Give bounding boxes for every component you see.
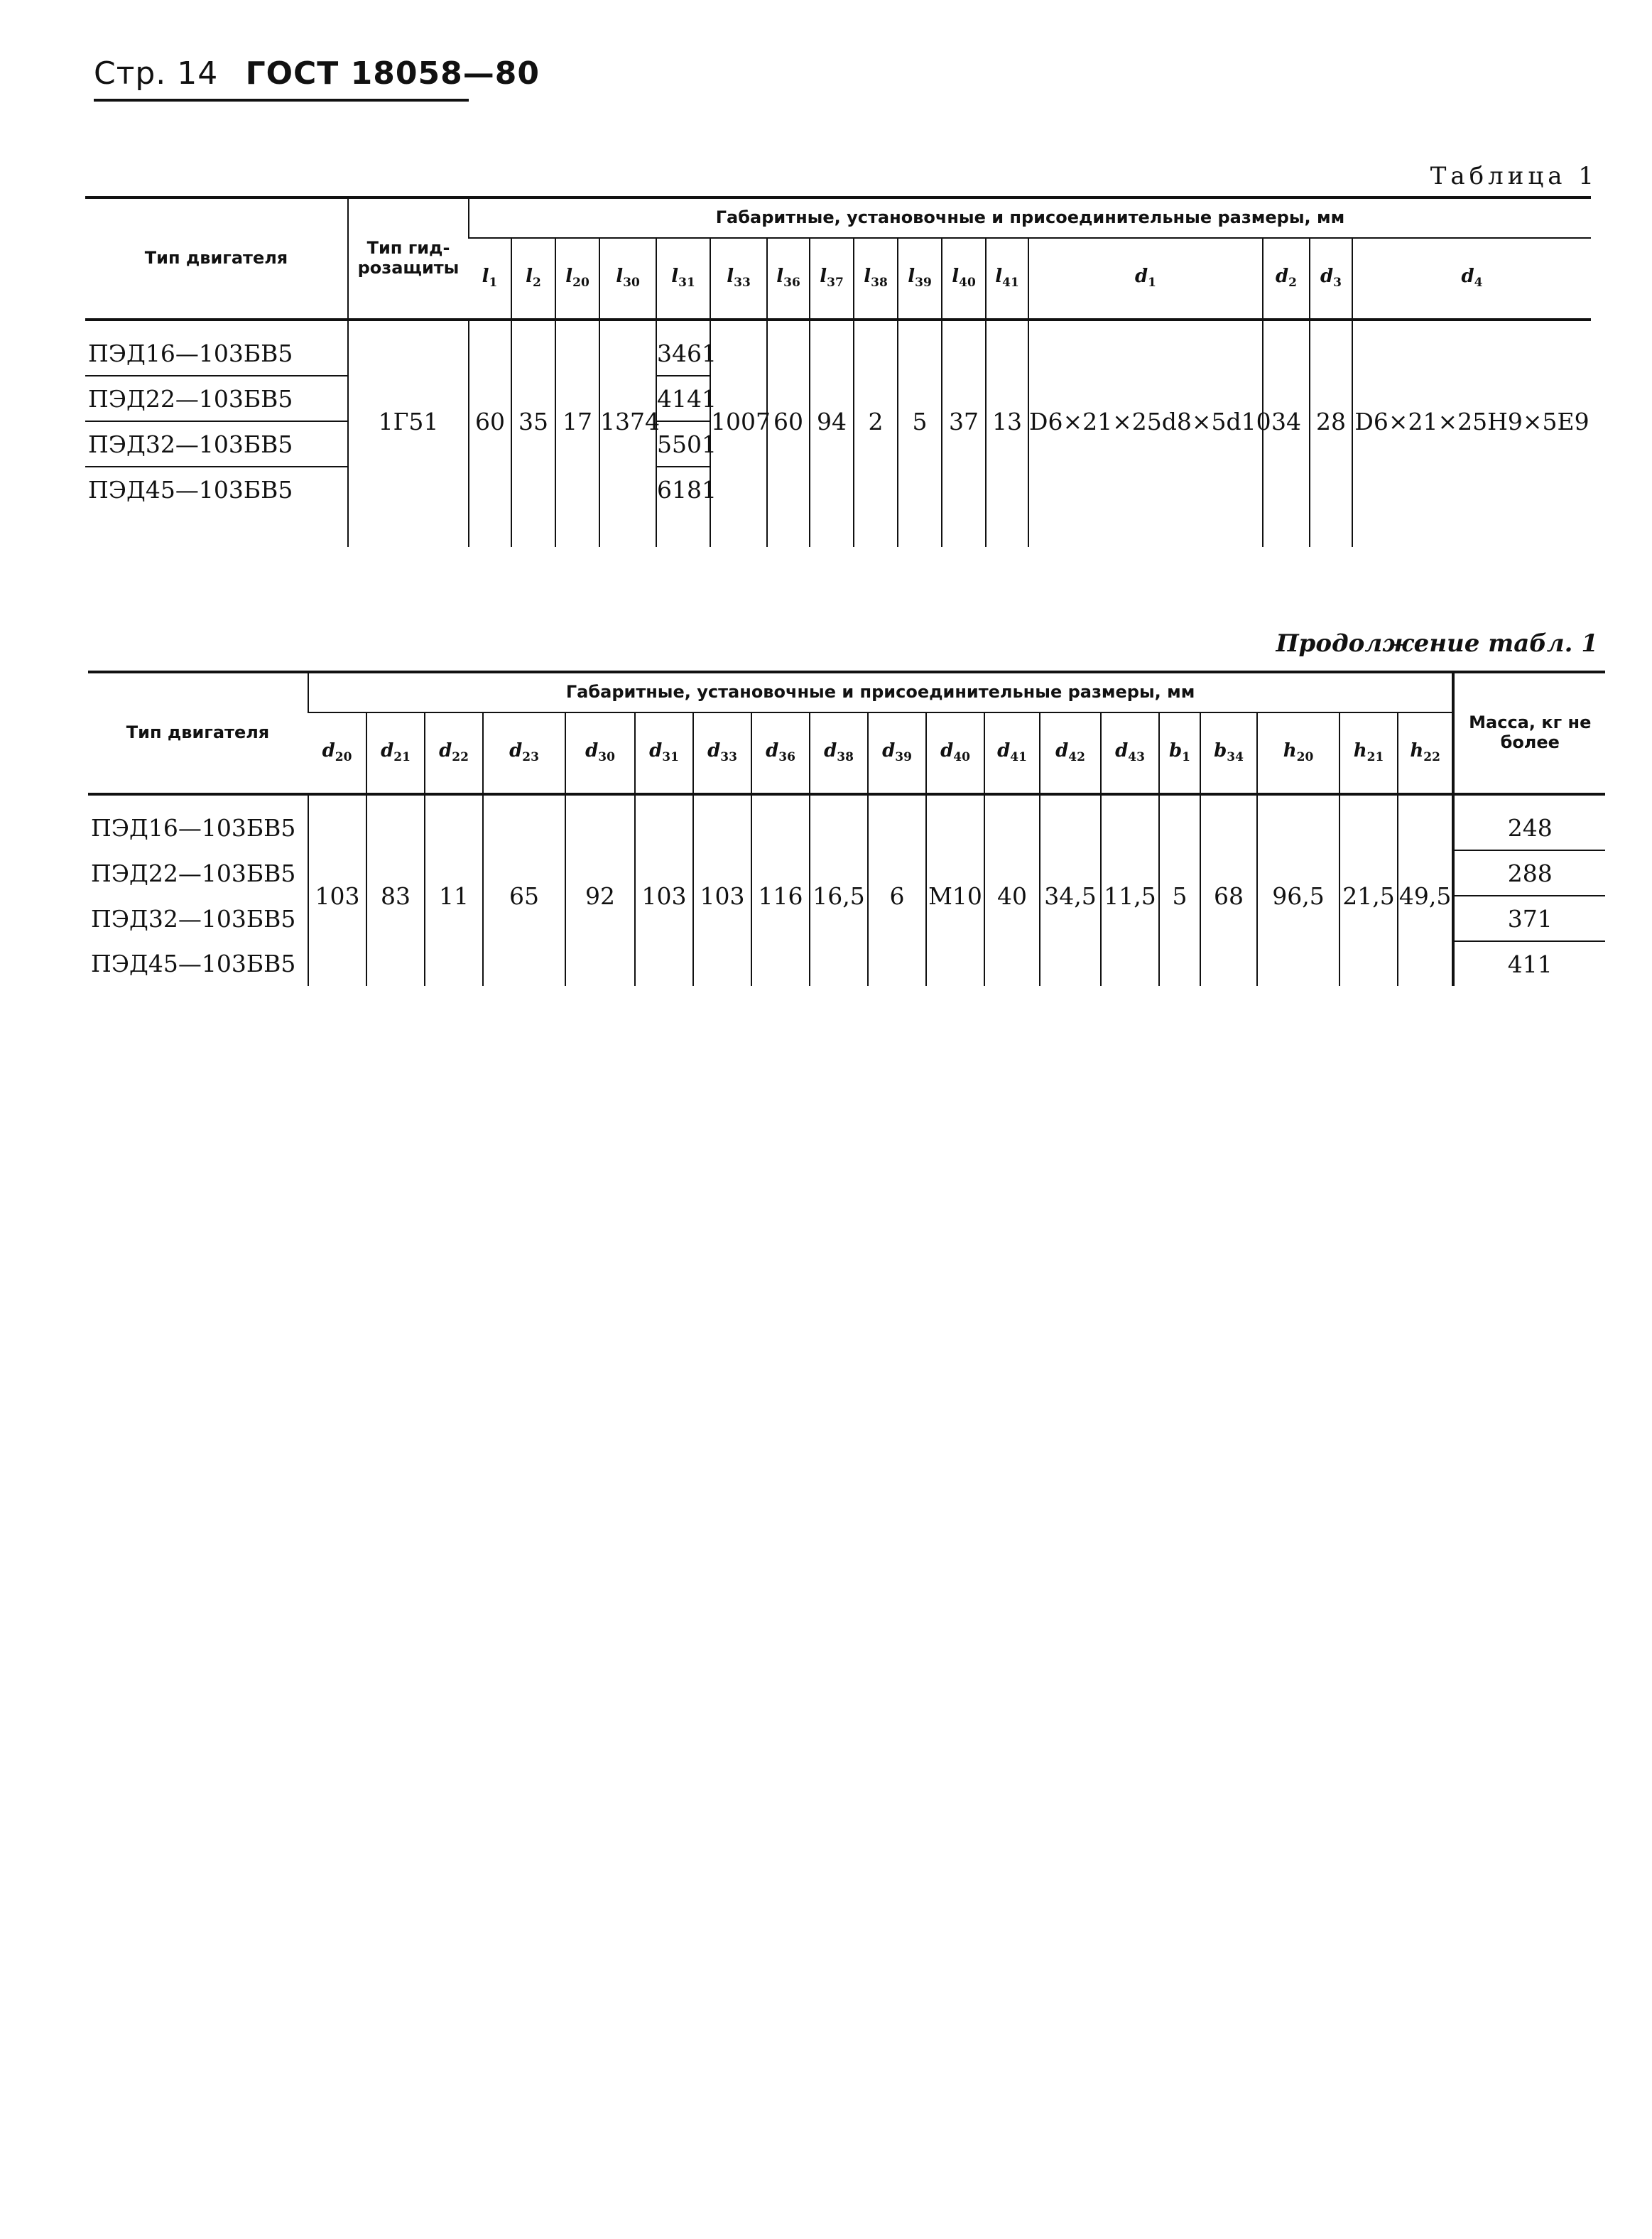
- table1-tail-cell: [555, 511, 599, 547]
- page-header: [94, 55, 540, 102]
- table1-tail-cell: [348, 511, 469, 547]
- table1-tail-cell: [810, 511, 854, 547]
- table2-header-subscript: 22: [1423, 750, 1440, 765]
- table1-tail-cell: [1352, 511, 1591, 547]
- table1-cell-l30: 1374: [599, 331, 656, 511]
- table1-tail-row: [85, 511, 1591, 547]
- table2-header-symbol: $h_{22}$: [1410, 740, 1440, 765]
- table2-cell-h21: 21,5: [1339, 806, 1398, 986]
- table1-header-subscript: 1: [1148, 276, 1157, 291]
- table2-header-subscript: 34: [1227, 750, 1244, 765]
- table2-cell-d39: 6: [868, 806, 926, 986]
- table1-spacer-cell: [810, 320, 854, 331]
- table2-header-symbol: $h_{21}$: [1353, 740, 1384, 765]
- table1-cell-l20: 17: [555, 331, 599, 511]
- table1-header-subscript: 41: [1002, 276, 1019, 291]
- table1-cell-l33: 1007: [710, 331, 767, 511]
- table1-header-dimensions: Габаритные, установочные и присоединительные размеры, мм: [469, 197, 1591, 238]
- table1-header-l33: [710, 238, 767, 320]
- table1-tail-cell: [511, 511, 555, 547]
- table1-engine-name: ПЭД22—103БВ5: [85, 376, 348, 421]
- table2-header-d39: [868, 712, 926, 794]
- table2-cell-d22: 11: [425, 806, 483, 986]
- table1-cell-d2: 34: [1263, 331, 1310, 511]
- table2-header-d38: [810, 712, 868, 794]
- table2-header-subscript: 33: [720, 750, 737, 765]
- table1-header-l37: [810, 238, 854, 320]
- table1-cell-d4: D6×21×25H9×5E9: [1352, 331, 1591, 511]
- table2-mass-cell: 288: [1453, 850, 1605, 896]
- table1-header-l1: [469, 238, 511, 320]
- table1-header-l41: [986, 238, 1028, 320]
- table1-spacer-cell: [986, 320, 1028, 331]
- table2-header-subscript: 30: [598, 750, 615, 765]
- table1-cell-l36: 60: [767, 331, 810, 511]
- table2-header-b1: [1159, 712, 1200, 794]
- table2-header-dimensions: Габаритные, установочные и присоединительные размеры, мм: [308, 672, 1453, 712]
- table1-spacer-cell: [1352, 320, 1591, 331]
- table1-spacer-cell: [348, 320, 469, 331]
- table2-header-engine-type: Тип двигателя: [88, 672, 308, 794]
- table1-header-symbol: $d_3$: [1320, 266, 1342, 291]
- table1-tail-cell: [599, 511, 656, 547]
- table2: [88, 671, 1605, 986]
- table2-header-symbol: $d_{36}$: [766, 740, 795, 765]
- table1-header-subscript: 4: [1474, 276, 1483, 291]
- table1-header-symbol: $l_{20}$: [565, 266, 589, 291]
- table1-cell-l41: 13: [986, 331, 1028, 511]
- table2-header-d36: [751, 712, 810, 794]
- table1-engine-name: ПЭД45—103БВ5: [88, 475, 293, 504]
- table1-header-symbol: $d_4$: [1461, 266, 1483, 291]
- table1-header-subscript: 2: [533, 276, 541, 291]
- table1-header-subscript: 39: [915, 276, 932, 291]
- table2-spacer-cell: [483, 794, 565, 806]
- table2-spacer-cell: [565, 794, 635, 806]
- table2-engine-name: ПЭД22—103БВ5: [91, 859, 296, 887]
- table2-cell-d43: 11,5: [1101, 806, 1159, 986]
- table1-tail-cell: [1263, 511, 1310, 547]
- table1-cell-l2: 35: [511, 331, 555, 511]
- table2-header-subscript: 20: [1296, 750, 1314, 765]
- table2-cell-d42: 34,5: [1040, 806, 1101, 986]
- table1-header-symbol: $l_{39}$: [908, 266, 932, 291]
- table1-header-symbol: $d_1$: [1134, 266, 1157, 291]
- table1-tail-cell: [1028, 511, 1263, 547]
- table1-header-l2: [511, 238, 555, 320]
- table2-header-d33: [693, 712, 751, 794]
- table2-header-symbol: $d_{20}$: [322, 740, 352, 765]
- table2-header-subscript: 41: [1010, 750, 1027, 765]
- table2-cell-d30: 92: [565, 806, 635, 986]
- table1-tail-cell: [898, 511, 942, 547]
- table2-caption: Продолжение табл. 1: [1276, 629, 1598, 658]
- table1-cell-l37: 94: [810, 331, 854, 511]
- table2-mass-cell: 411: [1453, 941, 1605, 986]
- table2-cell-d23: 65: [483, 806, 565, 986]
- table1-header-subscript: 31: [678, 276, 695, 291]
- table2-mass-cell: 248: [1453, 806, 1605, 850]
- table2-header-d43: [1101, 712, 1159, 794]
- table1-spacer-cell: [599, 320, 656, 331]
- table1-tail-cell: [986, 511, 1028, 547]
- table2-header-b34: [1200, 712, 1257, 794]
- table1-tail-cell: [942, 511, 986, 547]
- table2-spacer-cell: [1101, 794, 1159, 806]
- table2-header-mass: Масса, кг не более: [1453, 672, 1605, 794]
- table1-header-symbol: $l_1$: [482, 266, 498, 291]
- table2-cell-h20: 96,5: [1257, 806, 1339, 986]
- table2-spacer-cell: [1257, 794, 1339, 806]
- table2-engine-name: ПЭД16—103БВ5: [91, 814, 296, 842]
- table1-header-subscript: 2: [1288, 276, 1298, 291]
- table1-cell-d1: D6×21×25d8×5d10: [1028, 331, 1263, 511]
- table1-header-d4: [1352, 238, 1591, 320]
- table1-spacer-cell: [511, 320, 555, 331]
- table1-row: [85, 331, 1591, 376]
- table1-tail-cell: [85, 511, 348, 547]
- table1-spacer-cell: [942, 320, 986, 331]
- table2-header-d41: [984, 712, 1040, 794]
- table2-cell-d21: 83: [366, 806, 425, 986]
- table1-cell-l40: 37: [942, 331, 986, 511]
- table2-header-subscript: 36: [778, 750, 795, 765]
- table1-header-symbol: $d_2$: [1275, 266, 1298, 291]
- table1-tail-cell: [656, 511, 710, 547]
- table1-spacer-cell: [767, 320, 810, 331]
- table2-header-symbol: $d_{33}$: [707, 740, 737, 765]
- table2-spacer-row: [88, 794, 1605, 806]
- table2-header-symbol: $h_{20}$: [1283, 740, 1314, 765]
- table2-header-d22: [425, 712, 483, 794]
- table1-spacer-cell: [1310, 320, 1352, 331]
- table2-engine-name: ПЭД45—103БВ5: [91, 950, 296, 977]
- table1-header-subscript: 37: [827, 276, 844, 291]
- table2-spacer-cell: [635, 794, 693, 806]
- table1-tail-cell: [1310, 511, 1352, 547]
- table2-header-subscript: 31: [662, 750, 679, 765]
- table1-header-symbol: $l_{31}$: [671, 266, 695, 291]
- table2-header-subscript: 1: [1182, 750, 1191, 765]
- table1-header-subscript: 30: [623, 276, 640, 291]
- table1-header-d2: [1263, 238, 1310, 320]
- table1-header-symbol: $l_{38}$: [864, 266, 888, 291]
- table2-header-symbol: $d_{22}$: [439, 740, 469, 765]
- table2-header-subscript: 40: [953, 750, 970, 765]
- table1-header-l40: [942, 238, 986, 320]
- table1-header-l36: [767, 238, 810, 320]
- table1-caption: Таблица 1: [1430, 162, 1598, 190]
- table2-cell-b34: 68: [1200, 806, 1257, 986]
- table2-header-subscript: 21: [1366, 750, 1384, 765]
- table2-cell-d20: 103: [308, 806, 366, 986]
- table1-header-subscript: 20: [572, 276, 589, 291]
- table2-header-h21: [1339, 712, 1398, 794]
- table1-engine-name: ПЭД16—103БВ5: [85, 331, 348, 376]
- table2-header-subscript: 21: [393, 750, 411, 765]
- table1-spacer-cell: [85, 320, 348, 331]
- table2-spacer-cell: [1398, 794, 1453, 806]
- table1-tail-cell: [710, 511, 767, 547]
- table1-header-symbol: $l_{33}$: [727, 266, 751, 291]
- table1-header-subscript: 36: [783, 276, 800, 291]
- table1-header-symbol: $l_2$: [526, 266, 541, 291]
- table1-header-symbol: $l_{30}$: [616, 266, 640, 291]
- table2-cell-d41: 40: [984, 806, 1040, 986]
- table2-header-symbol: $d_{31}$: [649, 740, 679, 765]
- table2-header-d23: [483, 712, 565, 794]
- table2-row: [88, 806, 1605, 850]
- table1-header-d3: [1310, 238, 1352, 320]
- table2-header-symbol: $d_{42}$: [1055, 740, 1085, 765]
- table2-header-subscript: 20: [335, 750, 352, 765]
- table1-header-l30: [599, 238, 656, 320]
- table1-header-subscript: 33: [734, 276, 751, 291]
- table1-header-symbol: $l_{40}$: [952, 266, 976, 291]
- table2-spacer-cell: [810, 794, 868, 806]
- table2-header-d21: [366, 712, 425, 794]
- table1-tail-cell: [767, 511, 810, 547]
- table1-tail-cell: [469, 511, 511, 547]
- table2-spacer-cell: [366, 794, 425, 806]
- table1-hydro-cell: 1Г51: [348, 331, 469, 511]
- table2-spacer-cell: [1200, 794, 1257, 806]
- table1-spacer-cell: [656, 320, 710, 331]
- table2-spacer-cell: [88, 794, 308, 806]
- page-number: Стр. 14: [94, 55, 219, 92]
- table1-header-l38: [854, 238, 898, 320]
- table2-header-subscript: 39: [895, 750, 912, 765]
- table1-spacer-cell: [854, 320, 898, 331]
- table2-cell-b1: 5: [1159, 806, 1200, 986]
- table2-header-d31: [635, 712, 693, 794]
- table1-header-hydro-type: Тип гид-розащиты: [348, 197, 469, 320]
- table1-cell-l1: 60: [469, 331, 511, 511]
- table2-spacer-cell: [926, 794, 984, 806]
- table1-header-l20: [555, 238, 599, 320]
- table1-header-l31: [656, 238, 710, 320]
- table2-header-d30: [565, 712, 635, 794]
- table1-header-subscript: 38: [871, 276, 888, 291]
- table1-spacer-row: [85, 320, 1591, 331]
- table2-header-symbol: $d_{39}$: [882, 740, 912, 765]
- table1-header-symbol: $l_{41}$: [995, 266, 1019, 291]
- table2-header-d20: [308, 712, 366, 794]
- table2-spacer-cell: [868, 794, 926, 806]
- table1-header-subscript: 40: [959, 276, 976, 291]
- table1-header-subscript: 1: [489, 276, 498, 291]
- table2-header-symbol: $d_{40}$: [940, 740, 970, 765]
- table2-spacer-cell: [1040, 794, 1101, 806]
- table1-spacer-cell: [898, 320, 942, 331]
- table2-header-subscript: 23: [522, 750, 539, 765]
- table2-header-symbol: $b_1$: [1168, 740, 1191, 765]
- table2-spacer-cell: [425, 794, 483, 806]
- table1-cell-l31: 3461: [656, 331, 710, 376]
- table2-spacer-cell: [308, 794, 366, 806]
- table1-cell-l31: 6181: [656, 467, 710, 511]
- table2-spacer-cell: [1453, 794, 1605, 806]
- table1-spacer-cell: [469, 320, 511, 331]
- table2-header-subscript: 42: [1068, 750, 1085, 765]
- table2-header-symbol: $d_{43}$: [1115, 740, 1145, 765]
- table2-header-d40: [926, 712, 984, 794]
- table1-spacer-cell: [555, 320, 599, 331]
- table1-spacer-cell: [1263, 320, 1310, 331]
- table2-spacer-cell: [1159, 794, 1200, 806]
- table2-header-symbol: $d_{38}$: [824, 740, 854, 765]
- table1-header-d1: [1028, 238, 1263, 320]
- table2-header-symbol: $d_{21}$: [381, 740, 411, 765]
- table2-header-h20: [1257, 712, 1339, 794]
- table1-header-l39: [898, 238, 942, 320]
- table2-cell-d33: 103: [693, 806, 751, 986]
- table1-header-engine-type: Тип двигателя: [85, 197, 348, 320]
- table2-cell-d38: 16,5: [810, 806, 868, 986]
- table2-header-symbol: $d_{41}$: [997, 740, 1027, 765]
- table1-header-symbol: $l_{36}$: [776, 266, 800, 291]
- table1: [85, 196, 1591, 547]
- table1-cell-l38: 2: [854, 331, 898, 511]
- table1-engine-name: ПЭД32—103БВ5: [85, 421, 348, 467]
- table2-mass-cell: 371: [1453, 896, 1605, 941]
- table1-header-symbol: $l_{37}$: [820, 266, 844, 291]
- table2-header-d42: [1040, 712, 1101, 794]
- table2-header-h22: [1398, 712, 1453, 794]
- table2-header-symbol: $b_{34}$: [1214, 740, 1244, 765]
- table2-header-subscript: 38: [837, 750, 854, 765]
- table2-spacer-cell: [751, 794, 810, 806]
- table2-spacer-cell: [984, 794, 1040, 806]
- standard-number: ГОСТ 18058—80: [245, 55, 540, 92]
- table1-header-subscript: 3: [1333, 276, 1342, 291]
- table1-spacer-cell: [1028, 320, 1263, 331]
- table2-engine-name: ПЭД32—103БВ5: [91, 904, 296, 933]
- table2-cell-d40: M10: [926, 806, 984, 986]
- table1-cell-l39: 5: [898, 331, 942, 511]
- table1-cell-d3: 28: [1310, 331, 1352, 511]
- table2-cell-d31: 103: [635, 806, 693, 986]
- table1-tail-cell: [854, 511, 898, 547]
- table2-spacer-cell: [693, 794, 751, 806]
- table2-header-symbol: $d_{30}$: [585, 740, 615, 765]
- table2-cell-h22: 49,5: [1398, 806, 1453, 986]
- table1-spacer-cell: [710, 320, 767, 331]
- table2-header-subscript: 43: [1128, 750, 1145, 765]
- table1-cell-l31: 5501: [656, 421, 710, 467]
- table2-spacer-cell: [1339, 794, 1398, 806]
- table1-cell-l31: 4141: [656, 376, 710, 421]
- table2-header-subscript: 22: [452, 750, 469, 765]
- table2-header-symbol: $d_{23}$: [509, 740, 539, 765]
- table2-cell-d36: 116: [751, 806, 810, 986]
